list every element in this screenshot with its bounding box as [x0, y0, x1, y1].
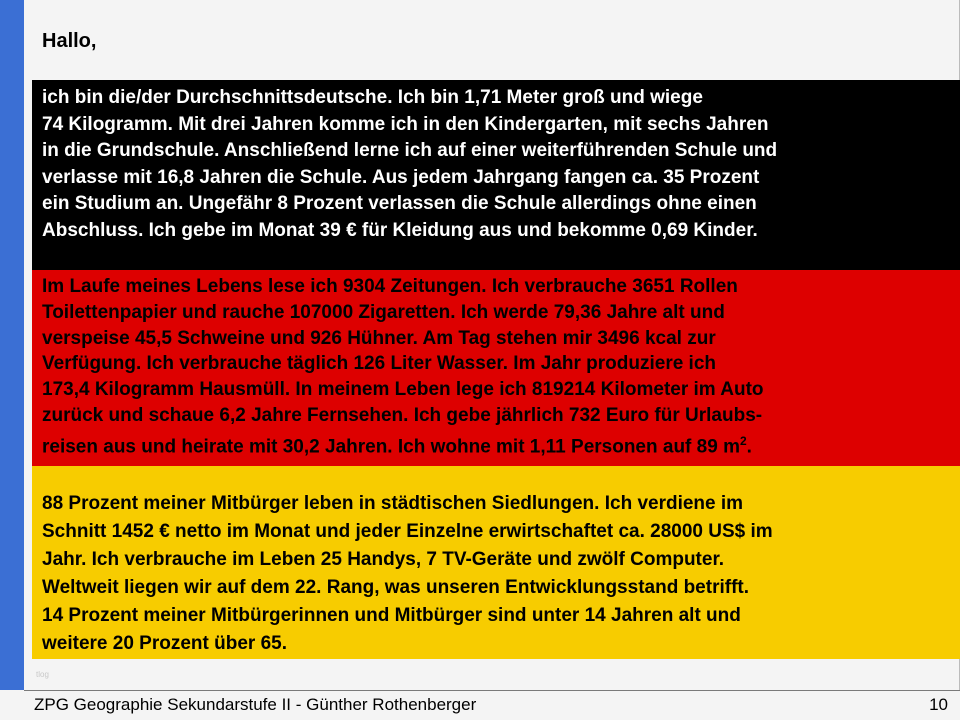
greeting-heading: Hallo, — [42, 30, 97, 52]
red-band-text: Im Laufe meines Lebens lese ich 9304 Zeitungen. Ich verbrauche 3651 Rollen Toilettenpapier und rauche 107000 Zigaretten. Ich werde 79,36 Jahre alt und verspeise 45,5 Schweine und 926 Hühner. Am Tag stehen mir 3496 kcal zur Verfügung. Ich verbrauche täglich 126 Liter Wasser. Im Jahr produziere ich 173,4 Kilogramm Hausmüll. In meinem Leben lege ich 819214 Kilometer im Auto zurück und schaue 6,2 Jahre Fernsehen. Ich gebe jährlich 732 Euro für Urlaubs- reisen aus und heirate mit 30,2 Jahren. Ich wohne mit 1,11 Personen auf 89 m — [42, 276, 764, 458]
gold-flag-band — [32, 466, 960, 659]
black-flag-band — [32, 80, 960, 270]
red-band-end: . — [746, 436, 752, 458]
gold-band-paragraph: 88 Prozent meiner Mitbürger leben in städtischen Siedlungen. Ich verdiene im Schnitt 1452 € netto im Monat und jeder Einzelne erwirtschaftet ca. 28000 US$ im Jahr. Ich verbrauche im Leben 25 Handys, 7 TV-Geräte und zwölf Computer. Weltweit liegen wir auf dem 22. Rang, was unseren Entwicklungsstand betrifft. 14 Prozent meiner Mitbürgerinnen und Mitbürger sind unter 14 Jahren alt und weitere 20 Prozent über 65. — [42, 493, 773, 654]
red-flag-band — [32, 270, 960, 466]
black-band-paragraph: ich bin die/der Durchschnittsdeutsche. Ich bin 1,71 Meter groß und wiege 74 Kilogramm. Mit drei Jahren komme ich in den Kindergarten, mit sechs Jahren in die Grundschule. Anschließend lerne ich auf einer weiterführenden Schule und verlasse mit 16,8 Jahren die Schule. Aus jedem Jahrgang fangen ca. 35 Prozent ein Studium an. Ungefähr 8 Prozent verlassen die Schule allerdings ohne einen Abschluss. Ich gebe im Monat 39 € für Kleidung aus und bekomme 0,69 Kinder. — [42, 87, 778, 241]
slide-footer — [24, 690, 960, 720]
red-band-paragraph — [42, 274, 960, 460]
left-accent-bar — [0, 0, 24, 690]
red-band-superscript: 2 — [739, 433, 747, 448]
logo-watermark: tlog — [36, 670, 49, 679]
footer-credit: ZPG Geographie Sekundarstufe II - Günther Rothenberger — [34, 695, 477, 714]
page-number: 10 — [929, 695, 948, 714]
